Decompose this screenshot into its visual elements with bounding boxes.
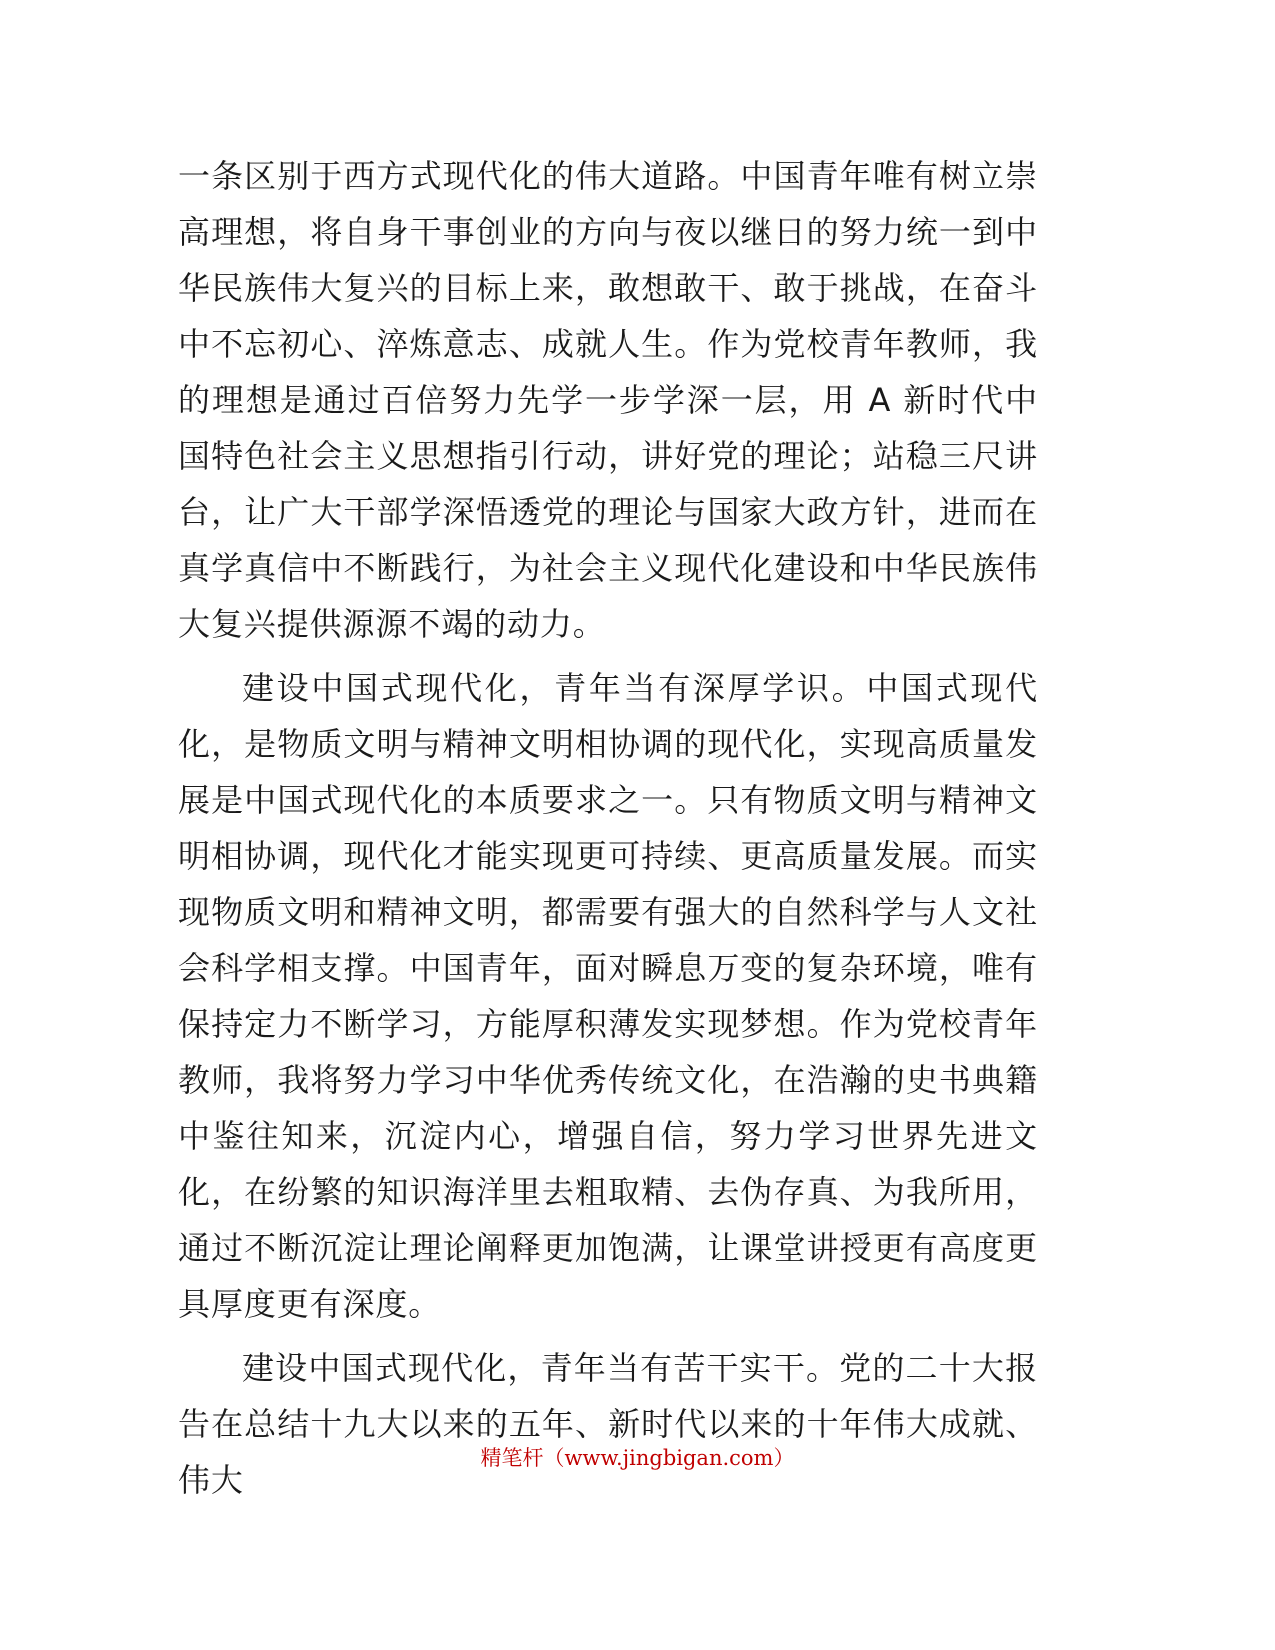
paragraph-2: 建设中国式现代化，青年当有深厚学识。中国式现代化，是物质文明与精神文明相协调的现代化，实现高质量发展是中国式现代化的本质要求之一。只有物质文明与精神文明相协调，现代化才能实现更可持续、更高质量发展。而实现物质文明和精神文明，都需要有强大的自然科学与人文社会科学相支撑。中国青年，面对瞬息万变的复杂环境，唯有保持定力不断学习，方能厚积薄发实现梦想。作为党校青年教师，我将努力学习中华优秀传统文化，在浩瀚的史书典籍中鉴往知来，沉淀内心，增强自信，努力学习世界先进文化，在纷繁的知识海洋里去粗取精、去伪存真、为我所用，通过不断沉淀让理论阐释更加饱满，让课堂讲授更有高度更具厚度更有深度。: [178, 669, 1038, 1323]
paragraph-1: 一条区别于西方式现代化的伟大道路。中国青年唯有树立崇高理想，将自身干事创业的方向与夜以继日的努力统一到中华民族伟大复兴的目标上来，敢想敢干、敢于挑战，在奋斗中不忘初心、淬炼意志、成就人生。作为党校青年教师，我的理想是通过百倍努力先学一步学深一层，用 A 新时代中国特色社会主义思想指引行动，讲好党的理论；站稳三尺讲台，让广大干部学深悟透党的理论与国家大政方针，进而在真学真信中不断践行，为社会主义现代化建设和中华民族伟大复兴提供源源不竭的动力。: [178, 157, 1038, 643]
body-text: [178, 148, 1038, 1508]
footer-watermark: 精笔杆（www.jingbigan.com）: [480, 1446, 795, 1470]
paragraph-3: 建设中国式现代化，青年当有苦干实干。党的二十大报告在总结十九大以来的五年、新时代以来的十年伟大成就、伟大: [178, 1349, 1038, 1499]
